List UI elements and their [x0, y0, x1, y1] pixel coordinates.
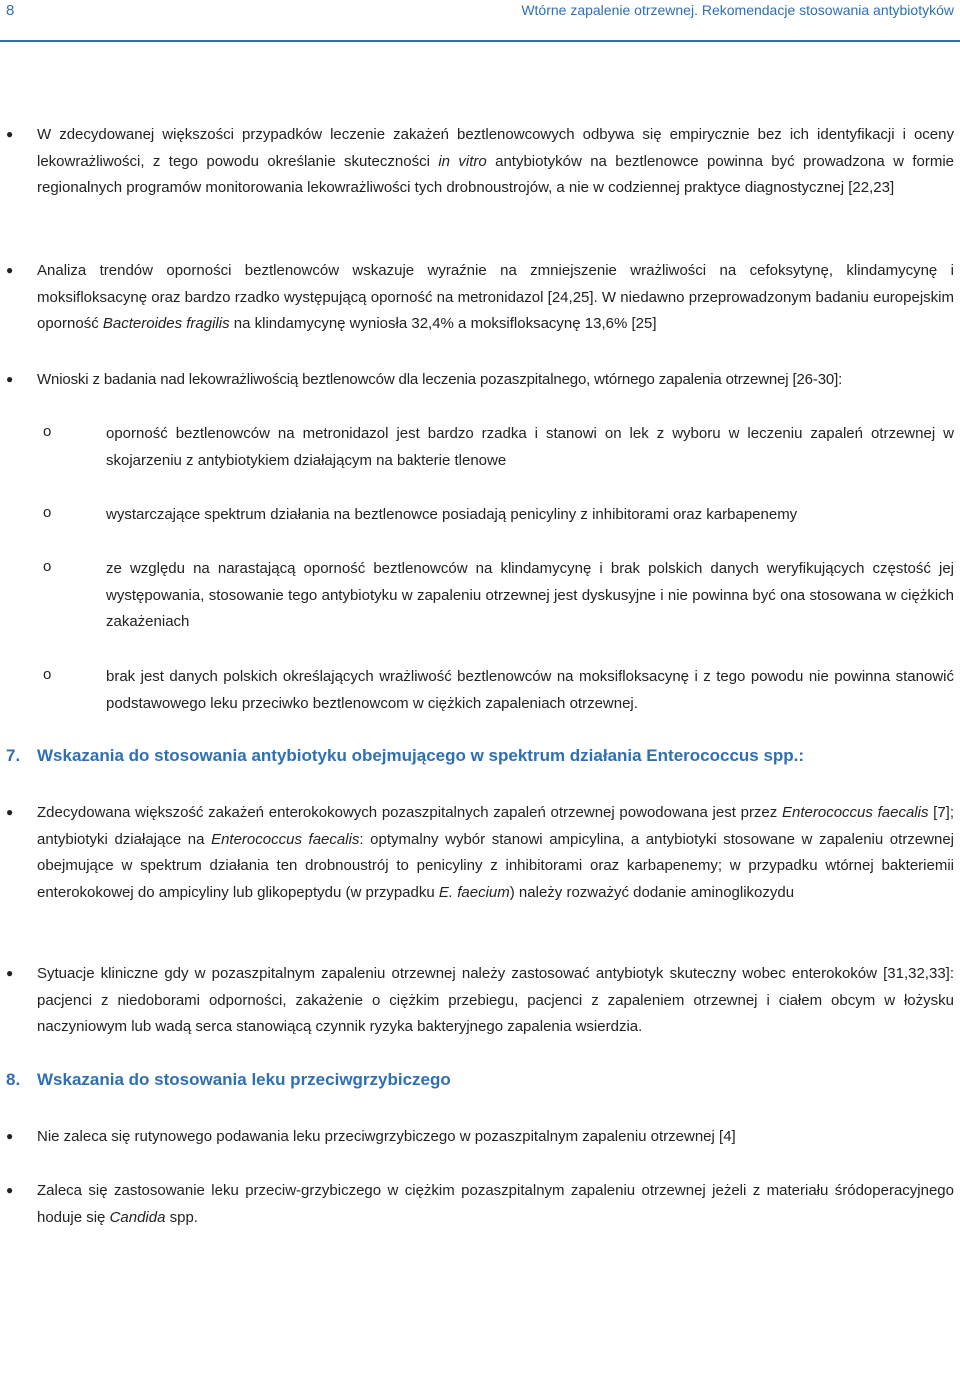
paragraph: Sytuacje kliniczne gdy w pozaszpitalnym zapaleniu otrzewnej należy zastosować antybiotyk skuteczny wobec enterokoków [31,32,33]: pacjenci z niedoborami odporności, zakażenie o ciężkim przebiegu, pacjenci z zapaleniem otrzewnej i ciałem obcym w łożysku naczyniowym lub wadą serca stanowiącą czynnik ryzyka bakteryjnego zapalenia wsierdzia. — [37, 965, 954, 1036]
paragraph: Zdecydowana większość zakażeń enterokokowych pozaszpitalnych zapaleń otrzewnej powodowana jest przez Enterococcus faecalis [7]; antybiotyki działające na Enterococcus faecalis: optymalny wybór stanowi ampicylina, a antybiotyki stosowane w zapaleniu otrzewnej obejmujące w spektrum działania ten drobnoustrój to penicyliny z inhibitorami oraz karbapenemy; w przypadku wtórnej bakteriemii enterokokowej do ampicyliny lub glikopeptydu (w przypadku E. faecium) należy rozważyć dodanie aminoglikozydu — [37, 804, 955, 902]
paragraph: Analiza trendów oporności beztlenowców wskazuje wyraźnie na zmniejszenie wrażliwości na cefoksytynę, klindamycynę i moksifloksacynę oraz bardzo rzadko występującą oporność na metronidazol [24,25]. W niedawno przeprowadzonym badaniu europejskim oporność Bacteroides fragilis na klindamycynę wyniosła 32,4% a moksifloksacynę 13,6% [25] — [37, 262, 954, 333]
bullet-icon: ● — [6, 372, 14, 386]
paragraph: Nie zaleca się rutynowego podawania leku przeciwgrzybiczego w pozaszpitalnym zapaleniu otrzewnej [4] — [37, 1128, 736, 1145]
circle-bullet-icon: o — [43, 558, 52, 575]
section-title: Wskazania do stosowania leku przeciwgrzybiczego — [37, 1070, 451, 1089]
bullet-icon: ● — [6, 127, 14, 141]
circle-bullet-icon: o — [43, 423, 52, 440]
bullet-icon: ● — [6, 966, 14, 980]
paragraph: Zaleca się zastosowanie leku przeciw-grzybiczego w ciężkim pozaszpitalnym zapaleniu otrzewnej jeżeli z materiału śródoperacyjnego hoduje się Candida spp. — [37, 1182, 954, 1226]
paragraph: oporność beztlenowców na metronidazol jest bardzo rzadka i stanowi on lek z wyboru w leczeniu zapaleń otrzewnej w skojarzeniu z antybiotykiem działającym na bakterie tlenowe — [106, 425, 954, 469]
paragraph: Wnioski z badania nad lekowrażliwością beztlenowców dla leczenia pozaszpitalnego, wtórnego zapalenia otrzewnej [26-30]: — [37, 371, 843, 388]
bullet-icon: ● — [6, 805, 14, 819]
page-number: 8 — [6, 2, 15, 19]
bullet-icon: ● — [6, 1129, 14, 1143]
paragraph: W zdecydowanej większości przypadków leczenie zakażeń beztlenowcowych odbywa się empirycznie bez ich identyfikacji i oceny lekowrażliwości, z tego powodu określanie skuteczności in vitro antybiotyków na beztlenowce powinna być prowadzona w formie regionalnych programów monitorowania lekowrażliwości tych drobnoustrojów, a nie w codziennej praktyce diagnostycznej [22,23] — [37, 126, 955, 197]
circle-bullet-icon: o — [43, 504, 52, 521]
paragraph: brak jest danych polskich określających wrażliwość beztlenowców na moksifloksacynę i z tego powodu nie powinna stanowić podstawowego leku przeciwko beztlenowcom w ciężkich zapaleniach otrzewnej. — [106, 668, 954, 712]
section-title: Wskazania do stosowania antybiotyku obejmującego w spektrum działania Enterococcus spp.: — [37, 746, 805, 765]
section-number: 7. — [6, 746, 21, 765]
paragraph: wystarczające spektrum działania na beztlenowce posiadają penicyliny z inhibitorami oraz karbapenemy — [106, 506, 798, 523]
bullet-icon: ● — [6, 263, 14, 277]
circle-bullet-icon: o — [43, 666, 52, 683]
running-title: Wtórne zapalenie otrzewnej. Rekomendacje stosowania antybiotyków — [521, 2, 954, 18]
paragraph: ze względu na narastającą oporność beztlenowców na klindamycynę i brak polskich danych weryfikujących częstość jej występowania, stosowanie tego antybiotyku w zapaleniu otrzewnej jest dyskusyjne i nie powinna być ona stosowana w ciężkich zakażeniach — [106, 560, 954, 631]
header-rule — [0, 40, 960, 42]
section-number: 8. — [6, 1070, 21, 1089]
page-header — [0, 0, 960, 44]
bullet-icon: ● — [6, 1183, 14, 1197]
